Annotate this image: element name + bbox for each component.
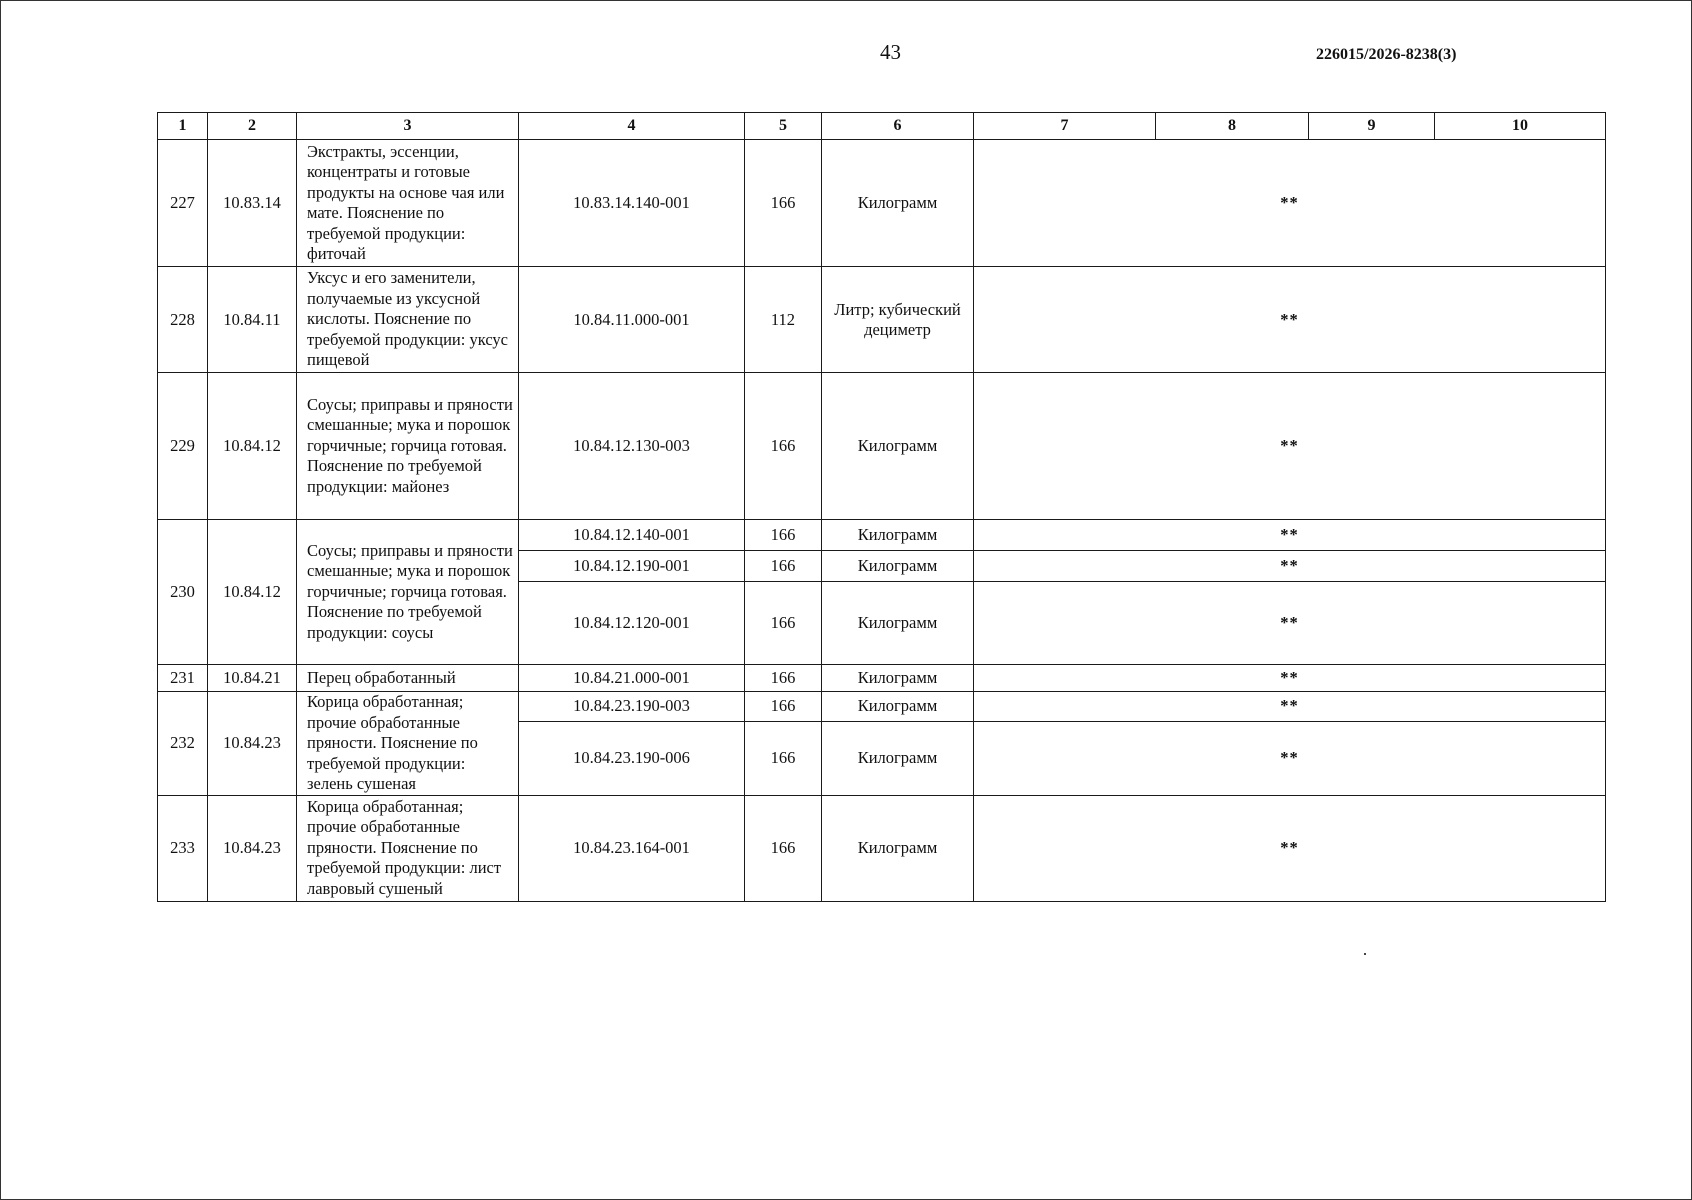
scan-speck (1364, 953, 1366, 955)
unit-code: 166 (745, 795, 822, 901)
product-description: Соусы; приправы и пряности смешанные; мука и порошок горчичные; горчица готовая. Пояснение по требуемой продукции: майонез (297, 373, 519, 520)
column-header: 6 (822, 113, 974, 140)
row-number: 229 (158, 373, 208, 520)
ktru-code: 10.84.23.190-006 (519, 721, 745, 795)
row-number: 230 (158, 520, 208, 665)
unit-name: Килограмм (822, 721, 974, 795)
table-row (158, 692, 1606, 722)
note-cell: ** (974, 582, 1606, 665)
unit-name: Килограмм (822, 520, 974, 551)
column-header: 2 (208, 113, 297, 140)
note-cell: ** (974, 795, 1606, 901)
okpd-code: 10.84.23 (208, 795, 297, 901)
unit-code: 166 (745, 665, 822, 692)
okpd-code: 10.84.23 (208, 692, 297, 796)
note-cell: ** (974, 665, 1606, 692)
document-code: 226015/2026-8238(3) (1316, 46, 1457, 63)
column-header: 3 (297, 113, 519, 140)
ktru-code: 10.84.12.190-001 (519, 551, 745, 582)
row-number: 231 (158, 665, 208, 692)
column-header: 4 (519, 113, 745, 140)
table-header-row (158, 113, 1606, 140)
column-header: 1 (158, 113, 208, 140)
unit-code: 166 (745, 373, 822, 520)
table-row (158, 140, 1606, 267)
table-row (158, 520, 1606, 551)
table-body (158, 140, 1606, 902)
column-header: 5 (745, 113, 822, 140)
row-number: 232 (158, 692, 208, 796)
note-cell: ** (974, 551, 1606, 582)
product-description: Корица обработанная; прочие обработанные пряности. Пояснение по требуемой продукции: лист лавровый сушеный (297, 795, 519, 901)
unit-code: 166 (745, 520, 822, 551)
unit-name: Килограмм (822, 795, 974, 901)
unit-code: 166 (745, 582, 822, 665)
okpd-code: 10.83.14 (208, 140, 297, 267)
unit-code: 166 (745, 692, 822, 722)
product-description: Перец обработанный (297, 665, 519, 692)
ktru-code: 10.84.12.120-001 (519, 582, 745, 665)
product-table (157, 112, 1606, 902)
unit-code: 112 (745, 267, 822, 373)
column-header: 9 (1309, 113, 1435, 140)
unit-name: Литр; кубический дециметр (822, 267, 974, 373)
row-number: 233 (158, 795, 208, 901)
note-cell: ** (974, 721, 1606, 795)
ktru-code: 10.84.12.140-001 (519, 520, 745, 551)
unit-code: 166 (745, 551, 822, 582)
unit-name: Килограмм (822, 140, 974, 267)
product-description: Корица обработанная; прочие обработанные пряности. Пояснение по требуемой продукции: зелень сушеная (297, 692, 519, 796)
okpd-code: 10.84.12 (208, 373, 297, 520)
unit-name: Килограмм (822, 692, 974, 722)
column-header: 7 (974, 113, 1156, 140)
unit-name: Килограмм (822, 665, 974, 692)
okpd-code: 10.84.11 (208, 267, 297, 373)
ktru-code: 10.84.23.164-001 (519, 795, 745, 901)
table-row (158, 795, 1606, 901)
okpd-code: 10.84.12 (208, 520, 297, 665)
ktru-code: 10.84.11.000-001 (519, 267, 745, 373)
note-cell: ** (974, 140, 1606, 267)
unit-name: Килограмм (822, 551, 974, 582)
row-number: 228 (158, 267, 208, 373)
product-description: Экстракты, эссенции, концентраты и готовые продукты на основе чая или мате. Пояснение по требуемой продукции: фиточай (297, 140, 519, 267)
product-description: Соусы; приправы и пряности смешанные; мука и порошок горчичные; горчица готовая. Пояснение по требуемой продукции: соусы (297, 520, 519, 665)
ktru-code: 10.83.14.140-001 (519, 140, 745, 267)
ktru-code: 10.84.12.130-003 (519, 373, 745, 520)
note-cell: ** (974, 267, 1606, 373)
ktru-code: 10.84.21.000-001 (519, 665, 745, 692)
note-cell: ** (974, 692, 1606, 722)
unit-name: Килограмм (822, 582, 974, 665)
column-header: 8 (1156, 113, 1309, 140)
unit-name: Килограмм (822, 373, 974, 520)
unit-code: 166 (745, 721, 822, 795)
table-row (158, 373, 1606, 520)
product-description: Уксус и его заменители, получаемые из уксусной кислоты. Пояснение по требуемой продукции: уксус пищевой (297, 267, 519, 373)
page-number: 43 (880, 40, 901, 64)
table-row (158, 267, 1606, 373)
unit-code: 166 (745, 140, 822, 267)
column-header: 10 (1435, 113, 1606, 140)
ktru-code: 10.84.23.190-003 (519, 692, 745, 722)
okpd-code: 10.84.21 (208, 665, 297, 692)
table-row (158, 665, 1606, 692)
note-cell: ** (974, 373, 1606, 520)
row-number: 227 (158, 140, 208, 267)
note-cell: ** (974, 520, 1606, 551)
